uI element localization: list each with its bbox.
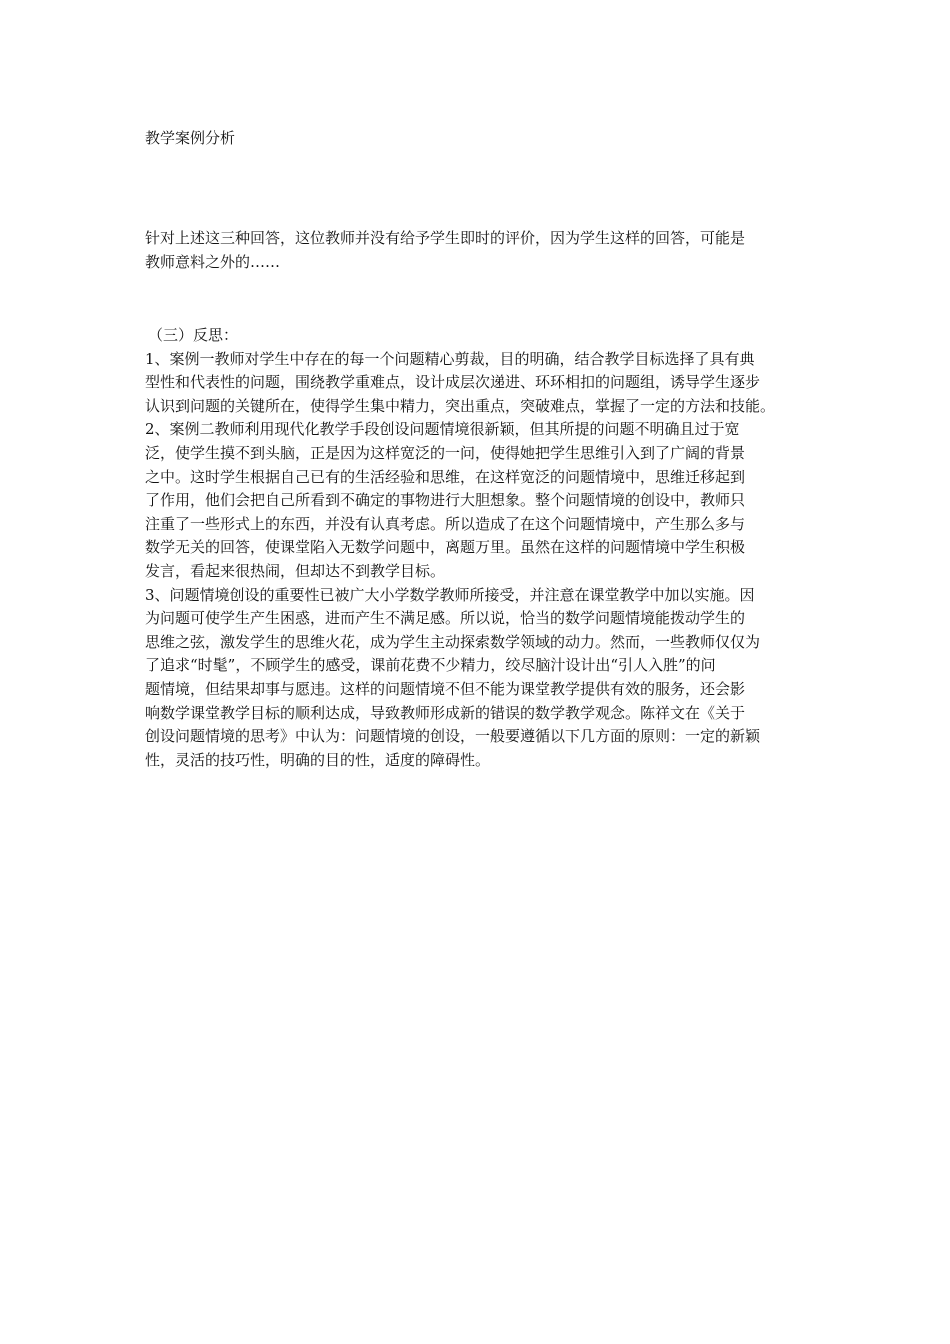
- intro-paragraph: [145, 226, 810, 274]
- paragraph-line: 为问题可使学生产生困惑，进而产生不满足感。所以说，恰当的数学问题情境能拨动学生的: [145, 609, 746, 628]
- paragraph-line: 认识到问题的关键所在，使得学生集中精力，突出重点，突破难点，掌握了一定的方法和技能。: [145, 396, 776, 415]
- paragraph-line: 之中。这时学生根据自己已有的生活经验和思维，在这样宽泛的问题情境中，思维迁移起到: [145, 467, 746, 486]
- paragraph-2: [145, 418, 810, 583]
- paragraph-line: 2、案例二教师利用现代化教学手段创设问题情境很新颖，但其所提的问题不明确且过于宽: [145, 420, 740, 439]
- paragraph-1: [145, 348, 810, 419]
- paragraph-line: 泛，使学生摸不到头脑，正是因为这样宽泛的一问，使得她把学生思维引入到了广阔的背景: [145, 443, 746, 462]
- intro-line: 针对上述这三种回答，这位教师并没有给予学生即时的评价，因为学生这样的回答，可能是: [145, 229, 746, 247]
- paragraph-line: 型性和代表性的问题，围绕教学重难点，设计成层次递进、环环相扣的问题组，诱导学生逐步: [145, 373, 761, 392]
- paragraph-line: 性，灵活的技巧性，明确的目的性，适度的障碍性。: [145, 750, 491, 769]
- document-title: 教学案例分析: [145, 129, 236, 147]
- section-heading: （三）反思：: [148, 326, 239, 344]
- paragraph-line: 题情境，但结果却事与愿违。这样的问题情境不但不能为课堂教学提供有效的服务，还会影: [145, 679, 746, 698]
- paragraph-line: 3、问题情境创设的重要性已被广大小学数学教师所接受，并注意在课堂教学中加以实施。因: [145, 585, 755, 604]
- paragraph-line: 创设问题情境的思考》中认为：问题情境的创设，一般要遵循以下几方面的原则：一定的新颖: [145, 727, 761, 746]
- paragraph-line: 注重了一些形式上的东西，并没有认真考虑。所以造成了在这个问题情境中，产生那么多与: [145, 514, 746, 533]
- paragraph-3: [145, 584, 810, 773]
- paragraph-line: 思维之弦，激发学生的思维火花，成为学生主动探索数学领域的动力。然而，一些教师仅仅为: [145, 632, 761, 651]
- paragraph-line: 响数学课堂教学目标的顺利达成，导致教师形成新的错误的数学教学观念。陈祥文在《关于: [145, 703, 746, 722]
- reflection-section: [145, 324, 810, 772]
- paragraph-line: 发言，看起来很热闹，但却达不到教学目标。: [145, 561, 446, 580]
- paragraph-line: 数学无关的回答，使课堂陷入无数学问题中，离题万里。虽然在这样的问题情境中学生积极: [145, 538, 746, 557]
- paragraph-line: 1、案例一教师对学生中存在的每一个问题精心剪裁，目的明确，结合教学目标选择了具有典: [145, 349, 755, 368]
- paragraph-line: 了作用，他们会把自己所看到不确定的事物进行大胆想象。整个问题情境的创设中，教师只: [145, 491, 746, 510]
- intro-line: 教师意料之外的……: [145, 253, 281, 271]
- paragraph-line: 了追求“时髦”，不顾学生的感受，课前花费不少精力，绞尽脑汁设计出“引人入胜”的问: [145, 656, 716, 675]
